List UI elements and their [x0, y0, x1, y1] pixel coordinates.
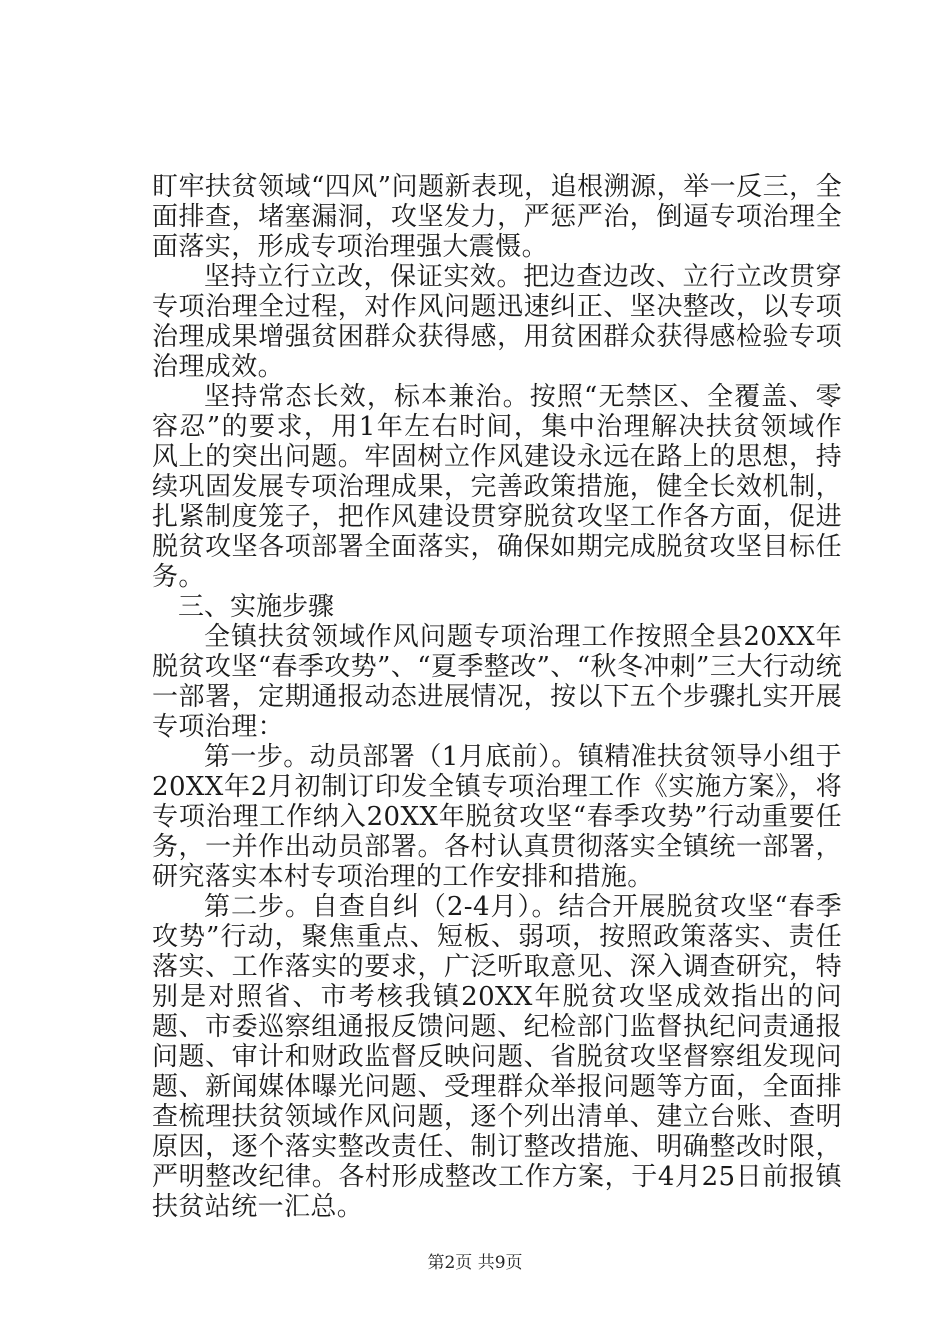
paragraph-1: 盯牢扶贫领域“四风”问题新表现，追根溯源，举一反三，全面排查，堵塞漏洞，攻坚发力，严惩严治，倒逼专项治理全面落实，形成专项治理强大震慑。	[152, 172, 842, 262]
paragraph-3: 坚持常态长效，标本兼治。按照“无禁区、全覆盖、零容忍”的要求，用1年左右时间，集中治理解决扶贫领域作风上的突出问题。牢固树立作风建设永远在路上的思想，持续巩固发展专项治理成果，完善政策措施，健全长效机制，扎紧制度笼子，把作风建设贯穿脱贫攻坚工作各方面，促进脱贫攻坚各项部署全面落实，确保如期完成脱贫攻坚目标任务。	[152, 382, 842, 592]
paragraph-2: 坚持立行立改，保证实效。把边查边改、立行立改贯穿专项治理全过程，对作风问题迅速纠正、坚决整改，以专项治理成果增强贫困群众获得感，用贫困群众获得感检验专项治理成效。	[152, 262, 842, 382]
section-heading: 三、实施步骤	[178, 592, 335, 622]
paragraph-6: 第二步。自查自纠（2-4月）。结合开展脱贫攻坚“春季攻势”行动，聚焦重点、短板、弱项，按照政策落实、责任落实、工作落实的要求，广泛听取意见、深入调查研究，特别是对照省、市考核我镇20XX年脱贫攻坚成效指出的问题、市委巡察组通报反馈问题、纪检部门监督执纪问责通报问题、审计和财政监督反映问题、省脱贫攻坚督察组发现问题、新闻媒体曝光问题、受理群众举报问题等方面，全面排查梳理扶贫领域作风问题，逐个列出清单、建立台账、查明原因，逐个落实整改责任、制订整改措施、明确整改时限，严明整改纪律。各村形成整改工作方案，于4月25日前报镇扶贫站统一汇总。	[152, 892, 842, 1222]
paragraph-4: 全镇扶贫领域作风问题专项治理工作按照全县20XX年脱贫攻坚“春季攻势”、“夏季整改”、“秋冬冲刺”三大行动统一部署，定期通报动态进展情况，按以下五个步骤扎实开展专项治理：	[152, 622, 842, 742]
document-body	[152, 172, 842, 1222]
paragraph-5: 第一步。动员部署（1月底前）。镇精准扶贫领导小组于20XX年2月初制订印发全镇专项治理工作《实施方案》，将专项治理工作纳入20XX年脱贫攻坚“春季攻势”行动重要任务，一并作出动员部署。各村认真贯彻落实全镇统一部署，研究落实本村专项治理的工作安排和措施。	[152, 742, 842, 892]
page-footer: 第2页 共9页	[427, 1253, 523, 1273]
